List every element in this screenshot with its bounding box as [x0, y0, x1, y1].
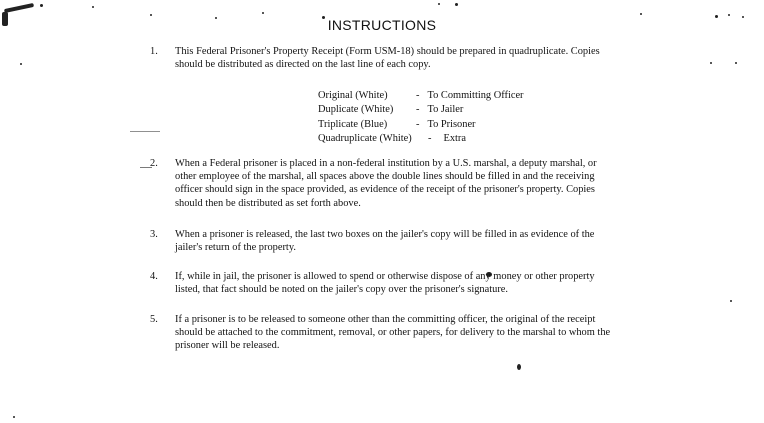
item-text: If, while in jail, the prisoner is allowed to spend or otherwise dispose of any money or other property listed, that fact should be noted on the jailer's copy over the prisoner's signature. [175, 271, 595, 296]
item-number: 5. [150, 314, 158, 325]
recipient: To Jailer [427, 104, 464, 116]
distribution-row [318, 132, 524, 146]
item-text: This Federal Prisoner's Property Receipt (Form USM-18) should be prepared in quadruplicate. Copies should be distributed as directed on the last line of each copy. [175, 46, 600, 71]
item-number: 1. [150, 46, 158, 57]
separator: - [416, 104, 420, 116]
item-text: If a prisoner is to be released to someone other than the committing officer, the original of the receipt should be attached to the commitment, removal, or other papers, for delivery to the marshal to whom the prisoner will be released. [175, 314, 611, 352]
recipient: To Prisoner [427, 118, 476, 130]
separator: - [428, 133, 432, 145]
distribution-row [318, 118, 524, 132]
page-title: INSTRUCTIONS [327, 17, 437, 33]
distribution-row [318, 103, 524, 117]
item-number: 3. [150, 229, 158, 240]
copy-name: Triplicate (Blue) [318, 118, 388, 130]
copy-name: Original (White) [318, 90, 388, 101]
recipient: Extra [443, 133, 466, 145]
copy-name: Duplicate (White) [318, 104, 394, 116]
item-number: 2. [150, 158, 158, 169]
item-text: When a prisoner is released, the last two boxes on the jailer's copy will be filled in as evidence of the jailer's return of the property. [175, 229, 595, 254]
copy-name: Quadruplicate (White) [318, 133, 412, 145]
distribution-list [318, 89, 524, 147]
distribution-row [318, 89, 524, 103]
recipient: To Committing Officer [427, 90, 524, 101]
item-number: 4. [150, 271, 158, 282]
item-text: When a Federal prisoner is placed in a non-federal institution by a U.S. marshal, a deputy marshal, or other employee of the marshal, all spaces above the double lines should be filled in and the receiving officer should sign in the space provided, as evidence of the receipt of the prisoner's property. Copies should then be distributed as set forth above. [175, 158, 597, 209]
separator: - [416, 90, 420, 101]
separator: - [416, 118, 420, 130]
